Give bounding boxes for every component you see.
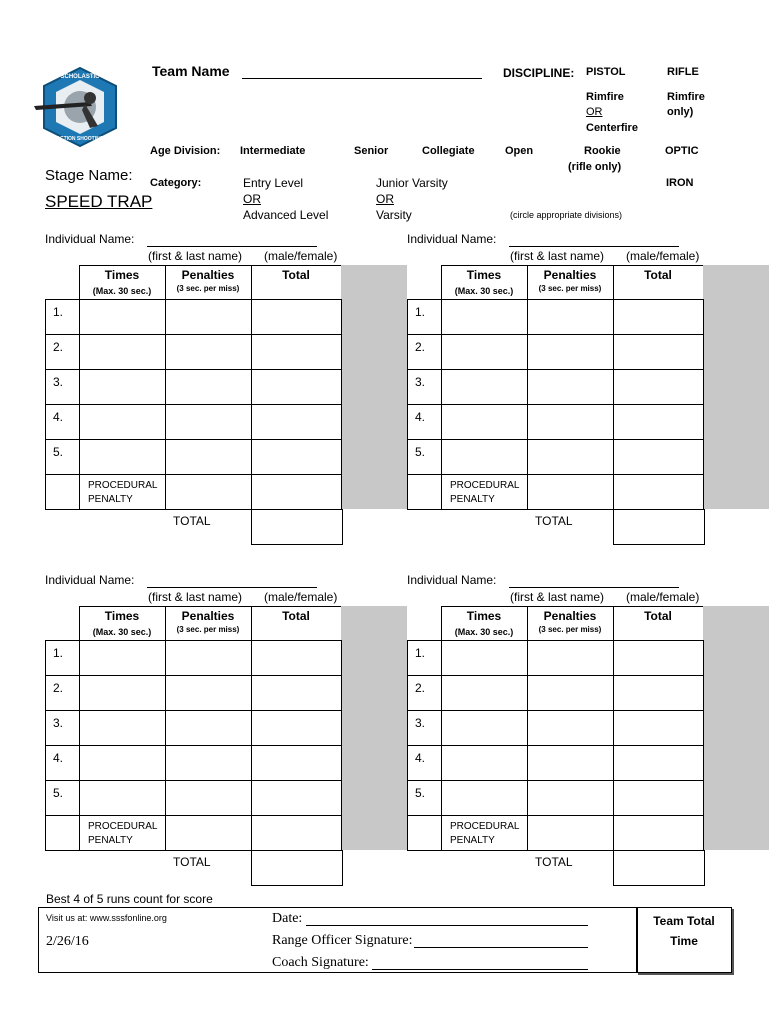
discipline-label: DISCIPLINE: <box>503 66 575 80</box>
total-cell[interactable] <box>614 370 703 404</box>
time-cell[interactable] <box>442 405 527 439</box>
entry-level-option[interactable]: Entry Level <box>243 176 304 190</box>
best-four-note: Best 4 of 5 runs count for score <box>46 892 213 906</box>
total-cell[interactable] <box>614 335 703 369</box>
gray-separator <box>341 265 407 509</box>
time-cell[interactable] <box>442 300 527 334</box>
male-female-hint: (male/female) <box>626 590 700 604</box>
time-cell[interactable] <box>442 335 527 369</box>
total-header: Total <box>644 268 672 282</box>
penalty-cell[interactable] <box>528 641 613 675</box>
total-header: Total <box>644 609 672 623</box>
time-cell[interactable] <box>442 781 527 815</box>
or-text: OR <box>376 192 394 206</box>
penalty-label: PENALTY <box>450 494 495 505</box>
row-number: 3. <box>53 716 64 730</box>
penalty-cell[interactable] <box>528 711 613 745</box>
penalty-cell[interactable] <box>528 440 613 474</box>
rookie-rifle-only: (rifle only) <box>568 161 622 173</box>
age-division-label: Age Division: <box>150 145 221 157</box>
time-cell[interactable] <box>80 370 165 404</box>
total-label: TOTAL <box>173 855 211 869</box>
row-number: 3. <box>415 716 426 730</box>
rifle-only-text: only) <box>667 106 694 118</box>
total-header: Total <box>282 268 310 282</box>
penalty-cell[interactable] <box>528 335 613 369</box>
row-number: 1. <box>415 305 426 319</box>
range-officer-signature-line[interactable] <box>414 947 588 948</box>
stage-name: SPEED TRAP <box>45 192 153 211</box>
total-cell[interactable] <box>252 641 341 675</box>
or-text: OR <box>243 192 261 206</box>
category-label: Category: <box>150 177 202 189</box>
penalty-cell[interactable] <box>528 746 613 780</box>
date-line[interactable] <box>306 925 588 926</box>
total-cell[interactable] <box>252 370 341 404</box>
procedural-label: PROCEDURAL <box>88 821 158 832</box>
first-last-hint: (first & last name) <box>148 249 243 263</box>
row-number: 4. <box>415 410 426 424</box>
max-time-note: (Max. 30 sec.) <box>92 627 152 637</box>
penalty-cell[interactable] <box>528 676 613 710</box>
penalty-note: (3 sec. per miss) <box>538 284 602 293</box>
total-cell[interactable] <box>614 676 703 710</box>
total-cell[interactable] <box>614 711 703 745</box>
penalty-label: PENALTY <box>88 494 133 505</box>
total-cell[interactable] <box>252 676 341 710</box>
individual-name-label: Individual Name: <box>407 573 497 587</box>
penalty-cell[interactable] <box>166 746 251 780</box>
procedural-label: PROCEDURAL <box>450 821 520 832</box>
optic-option[interactable]: OPTIC <box>665 145 699 157</box>
range-officer-signature-label: Range Officer Signature: <box>272 933 413 948</box>
open-option[interactable]: Open <box>505 145 534 157</box>
first-last-hint: (first & last name) <box>148 590 243 604</box>
penalties-header: Penalties <box>543 609 597 623</box>
individual-name-line[interactable] <box>147 246 317 247</box>
penalty-cell[interactable] <box>528 781 613 815</box>
row-number: 4. <box>53 410 64 424</box>
logo <box>30 66 130 148</box>
gray-separator <box>703 606 769 850</box>
male-female-hint: (male/female) <box>264 590 338 604</box>
penalty-cell[interactable] <box>528 370 613 404</box>
total-label: TOTAL <box>173 514 211 528</box>
centerfire-option[interactable]: Centerfire <box>586 122 638 134</box>
times-header: Times <box>466 268 502 282</box>
team-total-label: Team Total <box>653 914 715 928</box>
collegiate-option[interactable]: Collegiate <box>422 145 475 157</box>
individual-name-line[interactable] <box>509 246 679 247</box>
coach-signature-line[interactable] <box>372 969 588 970</box>
intermediate-option[interactable]: Intermediate <box>240 145 306 157</box>
row-number: 5. <box>53 786 64 800</box>
time-cell[interactable] <box>442 746 527 780</box>
individual-name-line[interactable] <box>509 587 679 588</box>
grand-total-box[interactable] <box>251 509 343 545</box>
total-cell[interactable] <box>252 711 341 745</box>
row-number: 4. <box>415 751 426 765</box>
row-number: 1. <box>415 646 426 660</box>
svg-text:SCHOLASTIC: SCHOLASTIC <box>60 74 100 80</box>
penalty-cell[interactable] <box>166 440 251 474</box>
penalty-cell[interactable] <box>166 641 251 675</box>
times-header: Times <box>104 609 140 623</box>
times-header: Times <box>466 609 502 623</box>
row-number: 2. <box>53 340 64 354</box>
grand-total-box[interactable] <box>251 850 343 886</box>
total-cell[interactable] <box>252 746 341 780</box>
penalty-cell[interactable] <box>166 300 251 334</box>
total-header: Total <box>282 609 310 623</box>
pistol-option[interactable]: PISTOL <box>586 66 626 78</box>
row-number: 3. <box>415 375 426 389</box>
grand-total-box[interactable] <box>613 850 705 886</box>
time-cell[interactable] <box>80 676 165 710</box>
row-number: 1. <box>53 305 64 319</box>
rifle-option[interactable]: RIFLE <box>667 66 699 78</box>
total-cell[interactable] <box>614 641 703 675</box>
total-cell[interactable] <box>252 300 341 334</box>
male-female-hint: (male/female) <box>264 249 338 263</box>
penalty-note: (3 sec. per miss) <box>538 625 602 634</box>
times-header: Times <box>104 268 140 282</box>
penalties-header: Penalties <box>543 268 597 282</box>
penalty-cell[interactable] <box>166 711 251 745</box>
gray-separator <box>703 265 769 509</box>
penalty-cell[interactable] <box>166 335 251 369</box>
max-time-note: (Max. 30 sec.) <box>454 286 514 296</box>
row-number: 5. <box>53 445 64 459</box>
team-time-label: Time <box>670 934 698 948</box>
time-cell[interactable] <box>442 711 527 745</box>
penalty-label: PENALTY <box>450 835 495 846</box>
total-cell[interactable] <box>614 746 703 780</box>
time-cell[interactable] <box>80 711 165 745</box>
gray-separator <box>341 606 407 850</box>
junior-varsity-option[interactable]: Junior Varsity <box>376 176 448 190</box>
time-cell[interactable] <box>80 781 165 815</box>
individual-name-label: Individual Name: <box>45 573 135 587</box>
total-cell[interactable] <box>614 440 703 474</box>
penalty-label: PENALTY <box>88 835 133 846</box>
total-cell[interactable] <box>252 781 341 815</box>
penalty-cell[interactable] <box>166 781 251 815</box>
individual-name-label: Individual Name: <box>45 232 135 246</box>
procedural-label: PROCEDURAL <box>88 480 158 491</box>
rimfire-pistol-option[interactable]: Rimfire <box>586 91 624 103</box>
time-cell[interactable] <box>80 405 165 439</box>
time-cell[interactable] <box>442 370 527 404</box>
penalty-note: (3 sec. per miss) <box>176 625 240 634</box>
time-cell[interactable] <box>80 746 165 780</box>
first-last-hint: (first & last name) <box>510 249 605 263</box>
individual-name-line[interactable] <box>147 587 317 588</box>
row-number: 2. <box>415 340 426 354</box>
team-name-line[interactable] <box>242 78 482 79</box>
total-label: TOTAL <box>535 514 573 528</box>
or-text: OR <box>586 106 603 118</box>
penalties-header: Penalties <box>181 268 235 282</box>
time-cell[interactable] <box>80 335 165 369</box>
individual-name-label: Individual Name: <box>407 232 497 246</box>
penalties-header: Penalties <box>181 609 235 623</box>
row-number: 4. <box>53 751 64 765</box>
penalty-cell[interactable] <box>528 300 613 334</box>
row-number: 3. <box>53 375 64 389</box>
row-number: 1. <box>53 646 64 660</box>
penalty-cell[interactable] <box>166 676 251 710</box>
varsity-option[interactable]: Varsity <box>376 208 412 222</box>
rookie-option[interactable]: Rookie <box>584 145 621 157</box>
time-cell[interactable] <box>80 440 165 474</box>
penalty-cell[interactable] <box>166 370 251 404</box>
procedural-label: PROCEDURAL <box>450 480 520 491</box>
row-number: 5. <box>415 786 426 800</box>
total-cell[interactable] <box>614 300 703 334</box>
svg-text:ACTION SHOOTING: ACTION SHOOTING <box>56 136 104 142</box>
total-cell[interactable] <box>252 440 341 474</box>
senior-option[interactable]: Senior <box>354 145 389 157</box>
date-label: Date: <box>272 911 303 926</box>
iron-option[interactable]: IRON <box>666 177 694 189</box>
total-cell[interactable] <box>252 335 341 369</box>
total-cell[interactable] <box>614 781 703 815</box>
rimfire-rifle-option[interactable]: Rimfire <box>667 91 705 103</box>
time-cell[interactable] <box>442 440 527 474</box>
row-number: 2. <box>53 681 64 695</box>
penalty-cell[interactable] <box>528 405 613 439</box>
first-last-hint: (first & last name) <box>510 590 605 604</box>
advanced-level-option[interactable]: Advanced Level <box>243 208 329 222</box>
stage-name-label: Stage Name: <box>45 167 133 184</box>
grand-total-box[interactable] <box>613 509 705 545</box>
team-name-label: Team Name <box>152 63 230 79</box>
time-cell[interactable] <box>442 641 527 675</box>
penalty-cell[interactable] <box>166 405 251 439</box>
male-female-hint: (male/female) <box>626 249 700 263</box>
max-time-note: (Max. 30 sec.) <box>454 627 514 637</box>
document-date: 2/26/16 <box>46 934 89 949</box>
website-text: Visit us at: www.sssfonline.org <box>46 913 167 923</box>
circle-note: (circle appropriate divisions) <box>510 210 623 220</box>
total-cell[interactable] <box>252 405 341 439</box>
time-cell[interactable] <box>80 300 165 334</box>
max-time-note: (Max. 30 sec.) <box>92 286 152 296</box>
penalty-note: (3 sec. per miss) <box>176 284 240 293</box>
time-cell[interactable] <box>442 676 527 710</box>
row-number: 5. <box>415 445 426 459</box>
total-label: TOTAL <box>535 855 573 869</box>
total-cell[interactable] <box>614 405 703 439</box>
time-cell[interactable] <box>80 641 165 675</box>
coach-signature-label: Coach Signature: <box>272 955 369 970</box>
row-number: 2. <box>415 681 426 695</box>
